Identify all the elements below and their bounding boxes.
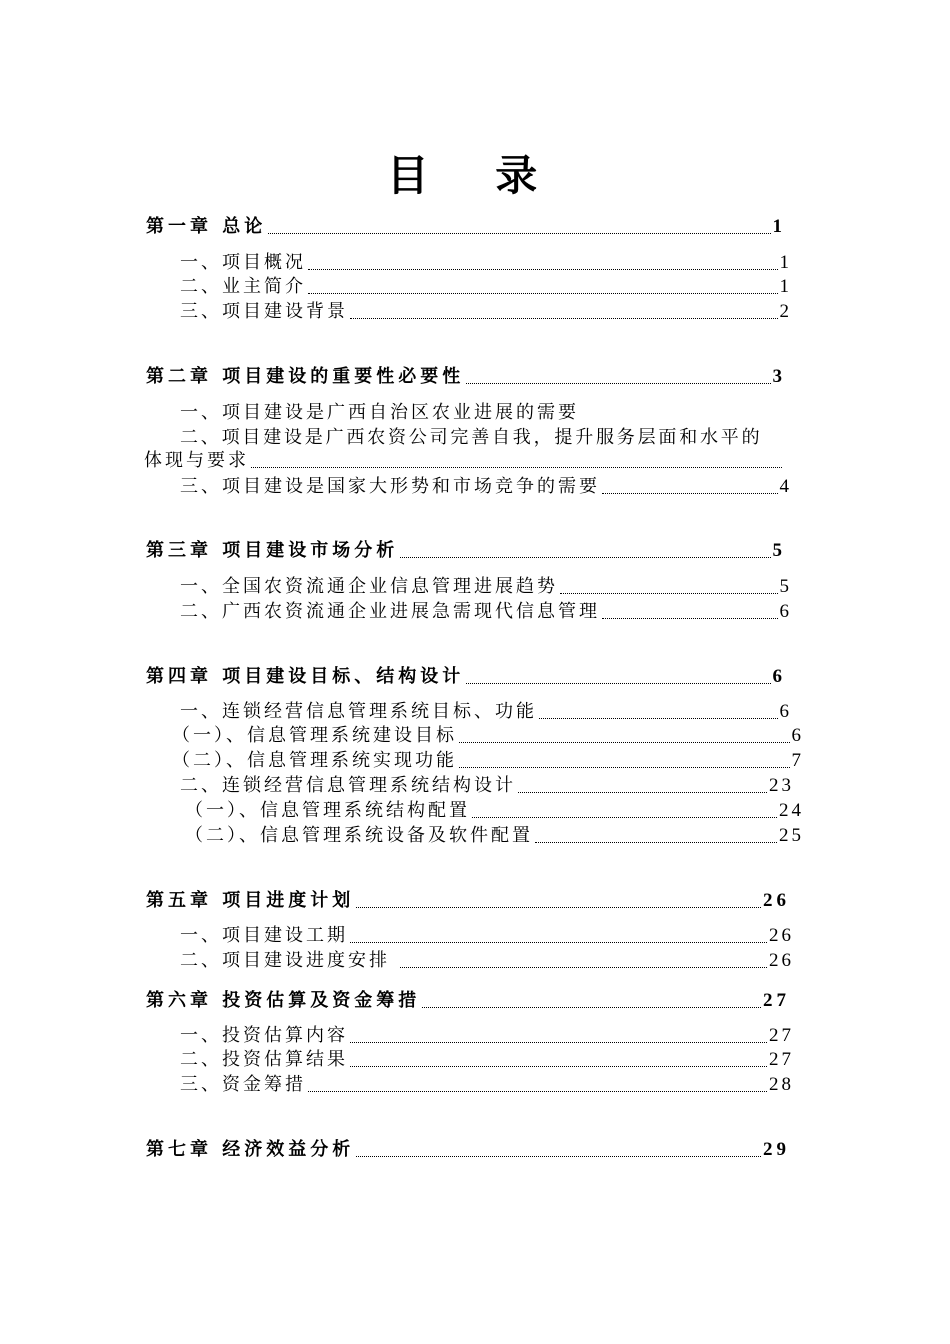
toc-entry-text: 二、业主简介 xyxy=(180,276,306,297)
toc-chapter-6[interactable] xyxy=(146,984,790,1012)
toc-section[interactable] xyxy=(180,1021,794,1047)
toc-page-number: 3 xyxy=(772,366,786,387)
toc-section[interactable] xyxy=(180,1070,794,1096)
toc-page-number: 27 xyxy=(769,1025,794,1046)
toc-page-number: 5 xyxy=(772,540,786,561)
toc-entry-text: 第四章 项目建设目标、结构设计 xyxy=(146,666,465,687)
toc-chapter-5[interactable] xyxy=(146,884,790,912)
toc-subsection[interactable] xyxy=(185,796,804,822)
toc-page-number: 6 xyxy=(772,666,786,687)
toc-entry-text: （一）、信息管理系统结构配置 xyxy=(185,800,470,821)
toc-entry-text: 一、投资估算内容 xyxy=(180,1025,348,1046)
toc-section[interactable] xyxy=(180,597,792,623)
toc-entry-text: （二）、信息管理系统实现功能 xyxy=(172,750,457,771)
toc-page-number: 26 xyxy=(769,925,794,946)
toc-page-number: 1 xyxy=(779,276,792,297)
toc-entry-text: 一、项目概况 xyxy=(180,252,306,273)
toc-subsection[interactable] xyxy=(172,721,804,747)
toc-entry-text: 第五章 项目进度计划 xyxy=(146,890,355,911)
toc-section[interactable] xyxy=(180,297,792,323)
toc-page-number: 23 xyxy=(769,775,794,796)
toc-entry-text: 第七章 经济效益分析 xyxy=(146,1139,355,1160)
dot-leader xyxy=(308,293,778,294)
toc-page-number: 6 xyxy=(791,725,804,746)
dot-leader xyxy=(459,767,790,768)
toc-page-number: 27 xyxy=(763,990,790,1011)
toc-subsection[interactable] xyxy=(185,821,804,847)
toc-entry-text: 第六章 投资估算及资金筹措 xyxy=(146,990,421,1011)
toc-page-number: 6 xyxy=(779,601,792,622)
toc-page-number: 26 xyxy=(763,890,790,911)
toc-section[interactable] xyxy=(180,771,794,797)
dot-leader xyxy=(308,1091,767,1092)
toc-page-number: 24 xyxy=(779,800,804,821)
toc-entry-text: 二、广西农资流通企业进展急需现代信息管理 xyxy=(180,601,600,622)
dot-leader xyxy=(400,557,770,558)
page-title: 目 录 xyxy=(386,151,564,200)
dot-leader xyxy=(356,1156,761,1157)
toc-chapter-7[interactable] xyxy=(146,1133,790,1161)
toc-section[interactable] xyxy=(180,272,792,298)
toc-entry-text: （二）、信息管理系统设备及软件配置 xyxy=(185,825,533,846)
dot-leader xyxy=(308,269,778,270)
toc-entry-text: 三、项目建设是国家大形势和市场竞争的需要 xyxy=(180,476,600,497)
toc-entry-text: 二、连锁经营信息管理系统结构设计 xyxy=(180,775,516,796)
dot-leader xyxy=(466,683,770,684)
dot-leader xyxy=(350,1042,767,1043)
toc-chapter-3[interactable] xyxy=(146,534,786,562)
toc-chapter-4[interactable] xyxy=(146,660,786,688)
toc-entry-text: （一）、信息管理系统建设目标 xyxy=(172,725,457,746)
toc-page-number: 7 xyxy=(791,750,804,771)
toc-entry-text: 第二章 项目建设的重要性必要性 xyxy=(146,366,465,387)
dot-leader xyxy=(350,942,767,943)
toc-page-number: 5 xyxy=(779,576,792,597)
dot-leader xyxy=(422,1007,761,1008)
toc-section[interactable] xyxy=(180,921,794,947)
toc-entry-text: 一、项目建设工期 xyxy=(180,925,348,946)
toc-entry-text: 一、连锁经营信息管理系统目标、功能 xyxy=(180,701,537,722)
dot-leader xyxy=(400,967,767,968)
toc-section[interactable] xyxy=(180,1045,794,1071)
toc-entry-text: 第三章 项目建设市场分析 xyxy=(146,540,399,561)
toc-page-number: 1 xyxy=(772,216,786,237)
dot-leader xyxy=(518,792,767,793)
dot-leader xyxy=(472,817,777,818)
toc-entry-text: 三、资金筹措 xyxy=(180,1074,306,1095)
dot-leader xyxy=(539,718,778,719)
toc-entry-text: 二、项目建设进度安排 xyxy=(180,950,390,971)
dot-leader xyxy=(602,618,778,619)
toc-section[interactable] xyxy=(180,946,794,972)
dot-leader xyxy=(535,842,777,843)
dot-leader xyxy=(350,318,778,319)
dot-leader xyxy=(350,1066,767,1067)
toc-page-number: 2 xyxy=(779,301,792,322)
toc-section[interactable] xyxy=(180,697,792,723)
dot-leader xyxy=(459,742,790,743)
dot-leader xyxy=(268,233,770,234)
dot-leader xyxy=(560,593,778,594)
toc-section-text[interactable]: 二、项目建设是广西农资公司完善自我，提升服务层面和水平的 xyxy=(180,427,763,448)
toc-page-number: 25 xyxy=(779,825,804,846)
toc-entry-text: 一、全国农资流通企业信息管理进展趋势 xyxy=(180,576,558,597)
toc-page-number: 29 xyxy=(763,1139,790,1160)
toc-entry-text: 二、投资估算结果 xyxy=(180,1049,348,1070)
toc-entry-text: 第一章 总论 xyxy=(146,216,267,237)
toc-section[interactable] xyxy=(144,446,784,472)
toc-page-number: 1 xyxy=(779,252,792,273)
toc-page-number: 4 xyxy=(779,476,792,497)
toc-section[interactable] xyxy=(180,248,792,274)
toc-page-number: 27 xyxy=(769,1049,794,1070)
toc-entry-text: 体现与要求 xyxy=(144,450,249,471)
toc-chapter-1[interactable] xyxy=(146,210,786,238)
toc-chapter-2[interactable] xyxy=(146,360,786,388)
dot-leader xyxy=(466,383,770,384)
toc-page-number: 6 xyxy=(779,701,792,722)
toc-entry-text: 三、项目建设背景 xyxy=(180,301,348,322)
toc-page-number: 28 xyxy=(769,1074,794,1095)
toc-page-number: 26 xyxy=(769,950,794,971)
dot-leader xyxy=(356,907,761,908)
dot-leader xyxy=(602,493,778,494)
toc-section-text[interactable]: 一、项目建设是广西自治区农业进展的需要 xyxy=(180,402,579,423)
toc-subsection[interactable] xyxy=(172,746,804,772)
toc-section[interactable] xyxy=(180,472,792,498)
dot-leader xyxy=(251,467,782,468)
toc-section[interactable] xyxy=(180,572,792,598)
